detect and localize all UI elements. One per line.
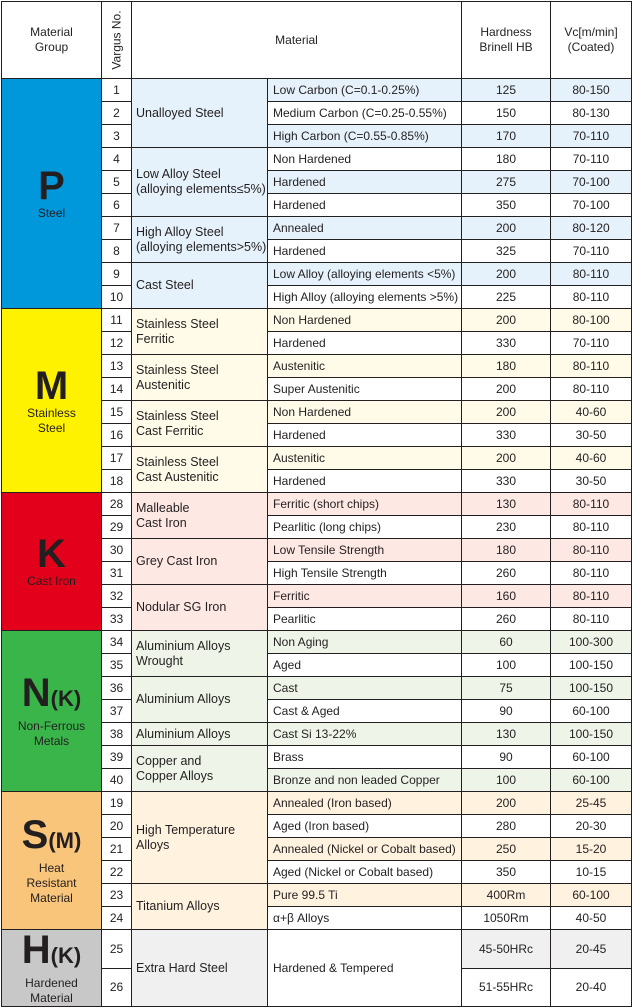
cutting-speed-value: 40-60	[551, 447, 632, 470]
material-condition: Hardened	[268, 194, 462, 217]
hardness-value: 400Rm	[462, 884, 551, 907]
group-name: Non-Ferrous Metals	[17, 719, 86, 748]
group-letter: P	[38, 164, 65, 208]
hardness-value: 330	[462, 332, 551, 355]
hardness-value: 200	[462, 792, 551, 815]
material-condition: Austenitic	[268, 355, 462, 378]
material-condition: Non Hardened	[268, 148, 462, 171]
cutting-speed-value: 100-150	[551, 677, 632, 700]
material-condition: Aged	[268, 654, 462, 677]
cutting-speed-value: 80-100	[551, 309, 632, 332]
material-condition: High Carbon (C=0.55-0.85%)	[268, 125, 462, 148]
material-name: High Alloy Steel (alloying elements>5%)	[132, 217, 268, 263]
vargus-no: 31	[102, 562, 132, 585]
cutting-speed-value: 80-110	[551, 378, 632, 401]
cutting-speed-value: 80-110	[551, 286, 632, 309]
cutting-speed-value: 80-110	[551, 493, 632, 516]
vargus-no: 24	[102, 907, 132, 930]
group-letter: N(K)	[21, 671, 82, 715]
cutting-speed-value: 60-100	[551, 884, 632, 907]
cutting-speed-value: 60-100	[551, 700, 632, 723]
vargus-no: 35	[102, 654, 132, 677]
vargus-no: 9	[102, 263, 132, 286]
header-row	[2, 2, 632, 79]
vargus-no: 3	[102, 125, 132, 148]
hardness-value: 45-50HRc	[462, 930, 551, 969]
material-name: Aluminium Alloys	[132, 723, 268, 746]
vargus-no: 28	[102, 493, 132, 516]
cutting-speed-value: 100-150	[551, 723, 632, 746]
group-name: Stainless Steel	[27, 405, 76, 435]
hardness-value: 60	[462, 631, 551, 654]
material-condition: High Alloy (alloying elements >5%)	[268, 286, 462, 309]
cutting-speed-value: 80-130	[551, 102, 632, 125]
material-name: Malleable Cast Iron	[132, 493, 268, 539]
vargus-no: 16	[102, 424, 132, 447]
hardness-value: 260	[462, 608, 551, 631]
material-name: Titanium Alloys	[132, 884, 268, 930]
hardness-value: 325	[462, 240, 551, 263]
material-condition: Low Carbon (C=0.1-0.25%)	[268, 79, 462, 102]
material-condition: Hardened	[268, 240, 462, 263]
hardness-value: 150	[462, 102, 551, 125]
cutting-speed-value: 80-110	[551, 562, 632, 585]
material-name: Aluminium Alloys	[132, 677, 268, 723]
hardness-value: 200	[462, 447, 551, 470]
material-condition: Hardened	[268, 424, 462, 447]
group-name: Cast Iron	[27, 574, 76, 588]
material-condition: Hardened	[268, 470, 462, 493]
table-row	[2, 631, 632, 654]
material-name: Grey Cast Iron	[132, 539, 268, 585]
material-name: Copper and Copper Alloys	[132, 746, 268, 792]
hardness-value: 330	[462, 470, 551, 493]
material-condition: Cast & Aged	[268, 700, 462, 723]
cutting-speed-value: 80-110	[551, 355, 632, 378]
material-group-h	[2, 930, 102, 1007]
material-name: Aluminium Alloys Wrought	[132, 631, 268, 677]
cutting-speed-value: 100-300	[551, 631, 632, 654]
hardness-value: 250	[462, 838, 551, 861]
material-group-k	[2, 493, 102, 631]
hardness-value: 90	[462, 700, 551, 723]
vargus-no: 20	[102, 815, 132, 838]
vargus-no: 25	[102, 930, 132, 969]
vargus-no: 7	[102, 217, 132, 240]
cutting-speed-value: 30-50	[551, 424, 632, 447]
material-condition: Pearlitic (long chips)	[268, 516, 462, 539]
hardness-value: 51-55HRc	[462, 968, 551, 1007]
vargus-no: 39	[102, 746, 132, 769]
material-name: Stainless Steel Cast Austenitic	[132, 447, 268, 493]
material-condition: Low Alloy (alloying elements <5%)	[268, 263, 462, 286]
hardness-value: 275	[462, 171, 551, 194]
hardness-value: 260	[462, 562, 551, 585]
cutting-speed-value: 20-45	[551, 930, 632, 969]
cutting-speed-value: 15-20	[551, 838, 632, 861]
vargus-no: 33	[102, 608, 132, 631]
material-condition: Low Tensile Strength	[268, 539, 462, 562]
header-hardness: Hardness Brinell HB	[462, 2, 551, 79]
vargus-no: 19	[102, 792, 132, 815]
material-condition: Ferritic (short chips)	[268, 493, 462, 516]
vargus-no: 38	[102, 723, 132, 746]
material-condition: Brass	[268, 746, 462, 769]
cutting-speed-value: 80-150	[551, 79, 632, 102]
material-condition: Non Hardened	[268, 309, 462, 332]
cutting-speed-value: 70-100	[551, 171, 632, 194]
hardness-value: 200	[462, 217, 551, 240]
material-condition: Annealed	[268, 217, 462, 240]
material-condition: Annealed (Iron based)	[268, 792, 462, 815]
vargus-no: 13	[102, 355, 132, 378]
material-group-p	[2, 79, 102, 309]
group-letter: S(M)	[21, 813, 82, 857]
material-condition: Hardened & Tempered	[268, 930, 462, 1007]
hardness-value: 170	[462, 125, 551, 148]
header-material-group: Material Group	[2, 2, 102, 79]
hardness-value: 225	[462, 286, 551, 309]
hardness-value: 75	[462, 677, 551, 700]
hardness-value: 1050Rm	[462, 907, 551, 930]
hardness-value: 330	[462, 424, 551, 447]
hardness-value: 125	[462, 79, 551, 102]
vargus-no: 14	[102, 378, 132, 401]
group-name: Hardened Material	[25, 976, 78, 1005]
hardness-value: 130	[462, 493, 551, 516]
vargus-no: 4	[102, 148, 132, 171]
header-cutting-speed: Vc[m/min] (Coated)	[551, 2, 632, 79]
material-name: Extra Hard Steel	[132, 930, 268, 1007]
hardness-value: 100	[462, 769, 551, 792]
material-group-n	[2, 631, 102, 792]
vargus-no: 34	[102, 631, 132, 654]
material-name: Stainless Steel Austenitic	[132, 355, 268, 401]
group-letter: M	[34, 363, 69, 408]
hardness-value: 200	[462, 378, 551, 401]
vargus-no: 32	[102, 585, 132, 608]
vargus-no: 1	[102, 79, 132, 102]
cutting-speed-value: 40-50	[551, 907, 632, 930]
cutting-speed-value: 10-15	[551, 861, 632, 884]
cutting-speed-value: 80-110	[551, 608, 632, 631]
material-condition: Non Aging	[268, 631, 462, 654]
vargus-no: 21	[102, 838, 132, 861]
vargus-no: 2	[102, 102, 132, 125]
group-letter: K	[37, 532, 66, 576]
material-name: Nodular SG Iron	[132, 585, 268, 631]
group-name: Steel	[37, 206, 66, 220]
vargus-no: 8	[102, 240, 132, 263]
vargus-no: 17	[102, 447, 132, 470]
material-name: Stainless Steel Cast Ferritic	[132, 401, 268, 447]
cutting-speed-value: 100-150	[551, 654, 632, 677]
material-condition: Pearlitic	[268, 608, 462, 631]
cutting-speed-value: 70-110	[551, 125, 632, 148]
material-condition: Pure 99.5 Ti	[268, 884, 462, 907]
cutting-speed-value: 20-40	[551, 968, 632, 1007]
header-vargus-no: Vargus No.	[102, 2, 132, 79]
hardness-value: 90	[462, 746, 551, 769]
cutting-speed-value: 70-110	[551, 332, 632, 355]
header-material: Material	[132, 2, 462, 79]
cutting-speed-value: 70-110	[551, 148, 632, 171]
material-condition: Cast	[268, 677, 462, 700]
cutting-speed-value: 80-120	[551, 217, 632, 240]
cutting-speed-value: 30-50	[551, 470, 632, 493]
material-condition: Austenitic	[268, 447, 462, 470]
vargus-no: 29	[102, 516, 132, 539]
vargus-no: 36	[102, 677, 132, 700]
cutting-speed-value: 60-100	[551, 746, 632, 769]
material-condition: Aged (Iron based)	[268, 815, 462, 838]
vargus-no: 30	[102, 539, 132, 562]
material-condition: Cast Si 13-22%	[268, 723, 462, 746]
table-row	[2, 309, 632, 332]
hardness-value: 130	[462, 723, 551, 746]
hardness-value: 200	[462, 309, 551, 332]
material-name: High Temperature Alloys	[132, 792, 268, 884]
vargus-no: 10	[102, 286, 132, 309]
material-condition: Hardened	[268, 332, 462, 355]
material-condition: α+β Alloys	[268, 907, 462, 930]
hardness-value: 230	[462, 516, 551, 539]
hardness-value: 180	[462, 539, 551, 562]
cutting-speed-value: 80-110	[551, 585, 632, 608]
hardness-value: 280	[462, 815, 551, 838]
vargus-no: 37	[102, 700, 132, 723]
table-row	[2, 79, 632, 102]
material-condition: Hardened	[268, 171, 462, 194]
material-condition: Ferritic	[268, 585, 462, 608]
cutting-speed-value: 80-110	[551, 539, 632, 562]
material-condition: High Tensile Strength	[268, 562, 462, 585]
vargus-no: 15	[102, 401, 132, 424]
material-name: Cast Steel	[132, 263, 268, 309]
vargus-no: 11	[102, 309, 132, 332]
hardness-value: 200	[462, 263, 551, 286]
table-row	[2, 493, 632, 516]
vargus-no: 26	[102, 968, 132, 1007]
material-condition: Non Hardened	[268, 401, 462, 424]
cutting-speed-value: 80-110	[551, 516, 632, 539]
table-row	[2, 930, 632, 969]
vargus-no: 22	[102, 861, 132, 884]
vargus-no: 40	[102, 769, 132, 792]
cutting-speed-value: 60-100	[551, 769, 632, 792]
vargus-no: 18	[102, 470, 132, 493]
cutting-speed-value: 70-110	[551, 240, 632, 263]
material-group-m	[2, 309, 102, 493]
cutting-speed-value: 25-45	[551, 792, 632, 815]
group-name: Heat Resistant Material	[26, 861, 77, 905]
material-condition: Annealed (Nickel or Cobalt based)	[268, 838, 462, 861]
material-cutting-speed-table	[1, 1, 632, 1007]
hardness-value: 180	[462, 355, 551, 378]
hardness-value: 350	[462, 194, 551, 217]
hardness-value: 180	[462, 148, 551, 171]
material-name: Stainless Steel Ferritic	[132, 309, 268, 355]
table-row	[2, 792, 632, 815]
hardness-value: 160	[462, 585, 551, 608]
vargus-no: 6	[102, 194, 132, 217]
hardness-value: 200	[462, 401, 551, 424]
hardness-value: 100	[462, 654, 551, 677]
material-name: Unalloyed Steel	[132, 79, 268, 148]
vargus-no: 23	[102, 884, 132, 907]
material-condition: Bronze and non leaded Copper	[268, 769, 462, 792]
cutting-speed-value: 70-100	[551, 194, 632, 217]
material-name: Low Alloy Steel (alloying elements≤5%)	[132, 148, 268, 217]
hardness-value: 350	[462, 861, 551, 884]
cutting-speed-value: 40-60	[551, 401, 632, 424]
vargus-no: 5	[102, 171, 132, 194]
material-condition: Super Austenitic	[268, 378, 462, 401]
group-letter: H(K)	[21, 928, 82, 972]
vargus-no: 12	[102, 332, 132, 355]
cutting-speed-value: 80-110	[551, 263, 632, 286]
material-condition: Medium Carbon (C=0.25-0.55%)	[268, 102, 462, 125]
material-group-s	[2, 792, 102, 930]
material-condition: Aged (Nickel or Cobalt based)	[268, 861, 462, 884]
cutting-speed-value: 20-30	[551, 815, 632, 838]
